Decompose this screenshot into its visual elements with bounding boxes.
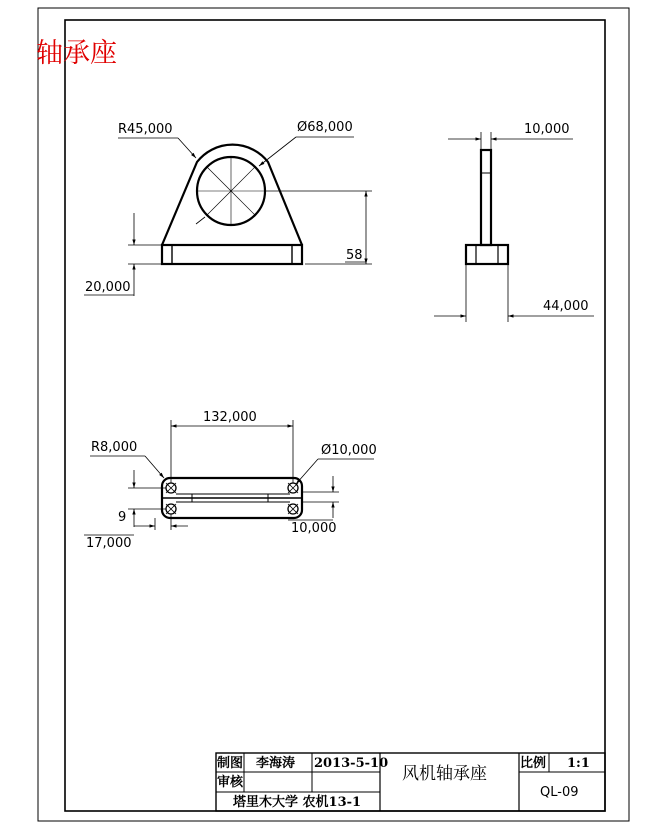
side-top-width-label: 10,000 xyxy=(524,122,570,137)
front-height-label: 58 xyxy=(346,248,363,263)
side-base xyxy=(466,245,508,264)
top-edge-label: 17,000 xyxy=(86,536,132,551)
top-bolt-hole xyxy=(166,504,176,514)
part-name: 风机轴承座 xyxy=(402,764,487,784)
top-bolt-hole xyxy=(166,483,176,493)
top-bolt-hole xyxy=(288,504,298,514)
drawing-number: QL-09 xyxy=(540,785,579,800)
side-upright xyxy=(481,150,491,245)
front-body-outline xyxy=(162,145,302,245)
top-length-label: 132,000 xyxy=(203,410,257,425)
front-radius-label: R45,000 xyxy=(118,122,173,137)
top-bolt-hole xyxy=(288,483,298,493)
top-gap-label: 9 xyxy=(118,510,127,525)
top-offset-label: 10,000 xyxy=(291,521,337,536)
side-base-width-label: 44,000 xyxy=(543,299,589,314)
drafter-name: 李海涛 xyxy=(256,756,296,771)
school-class: 塔里木大学 农机13-1 xyxy=(233,795,362,810)
scale-value: 1:1 xyxy=(567,756,590,771)
scale-label: 比例 xyxy=(520,756,547,771)
top-hole-diameter-label: Ø10,000 xyxy=(321,443,377,458)
drawing-heading: 轴承座 xyxy=(36,38,117,69)
top-view xyxy=(84,410,377,551)
front-base-label: 20,000 xyxy=(85,280,131,295)
checker-role: 审核 xyxy=(217,775,244,790)
side-view xyxy=(434,122,594,322)
front-diameter-label: Ø68,000 xyxy=(297,120,353,135)
front-base xyxy=(162,245,302,264)
drawing-date: 2013-5-10 xyxy=(314,756,389,771)
drafter-role: 制图 xyxy=(217,756,244,771)
front-view xyxy=(84,120,372,296)
title-block xyxy=(216,753,605,811)
top-corner-radius-label: R8,000 xyxy=(91,440,138,455)
